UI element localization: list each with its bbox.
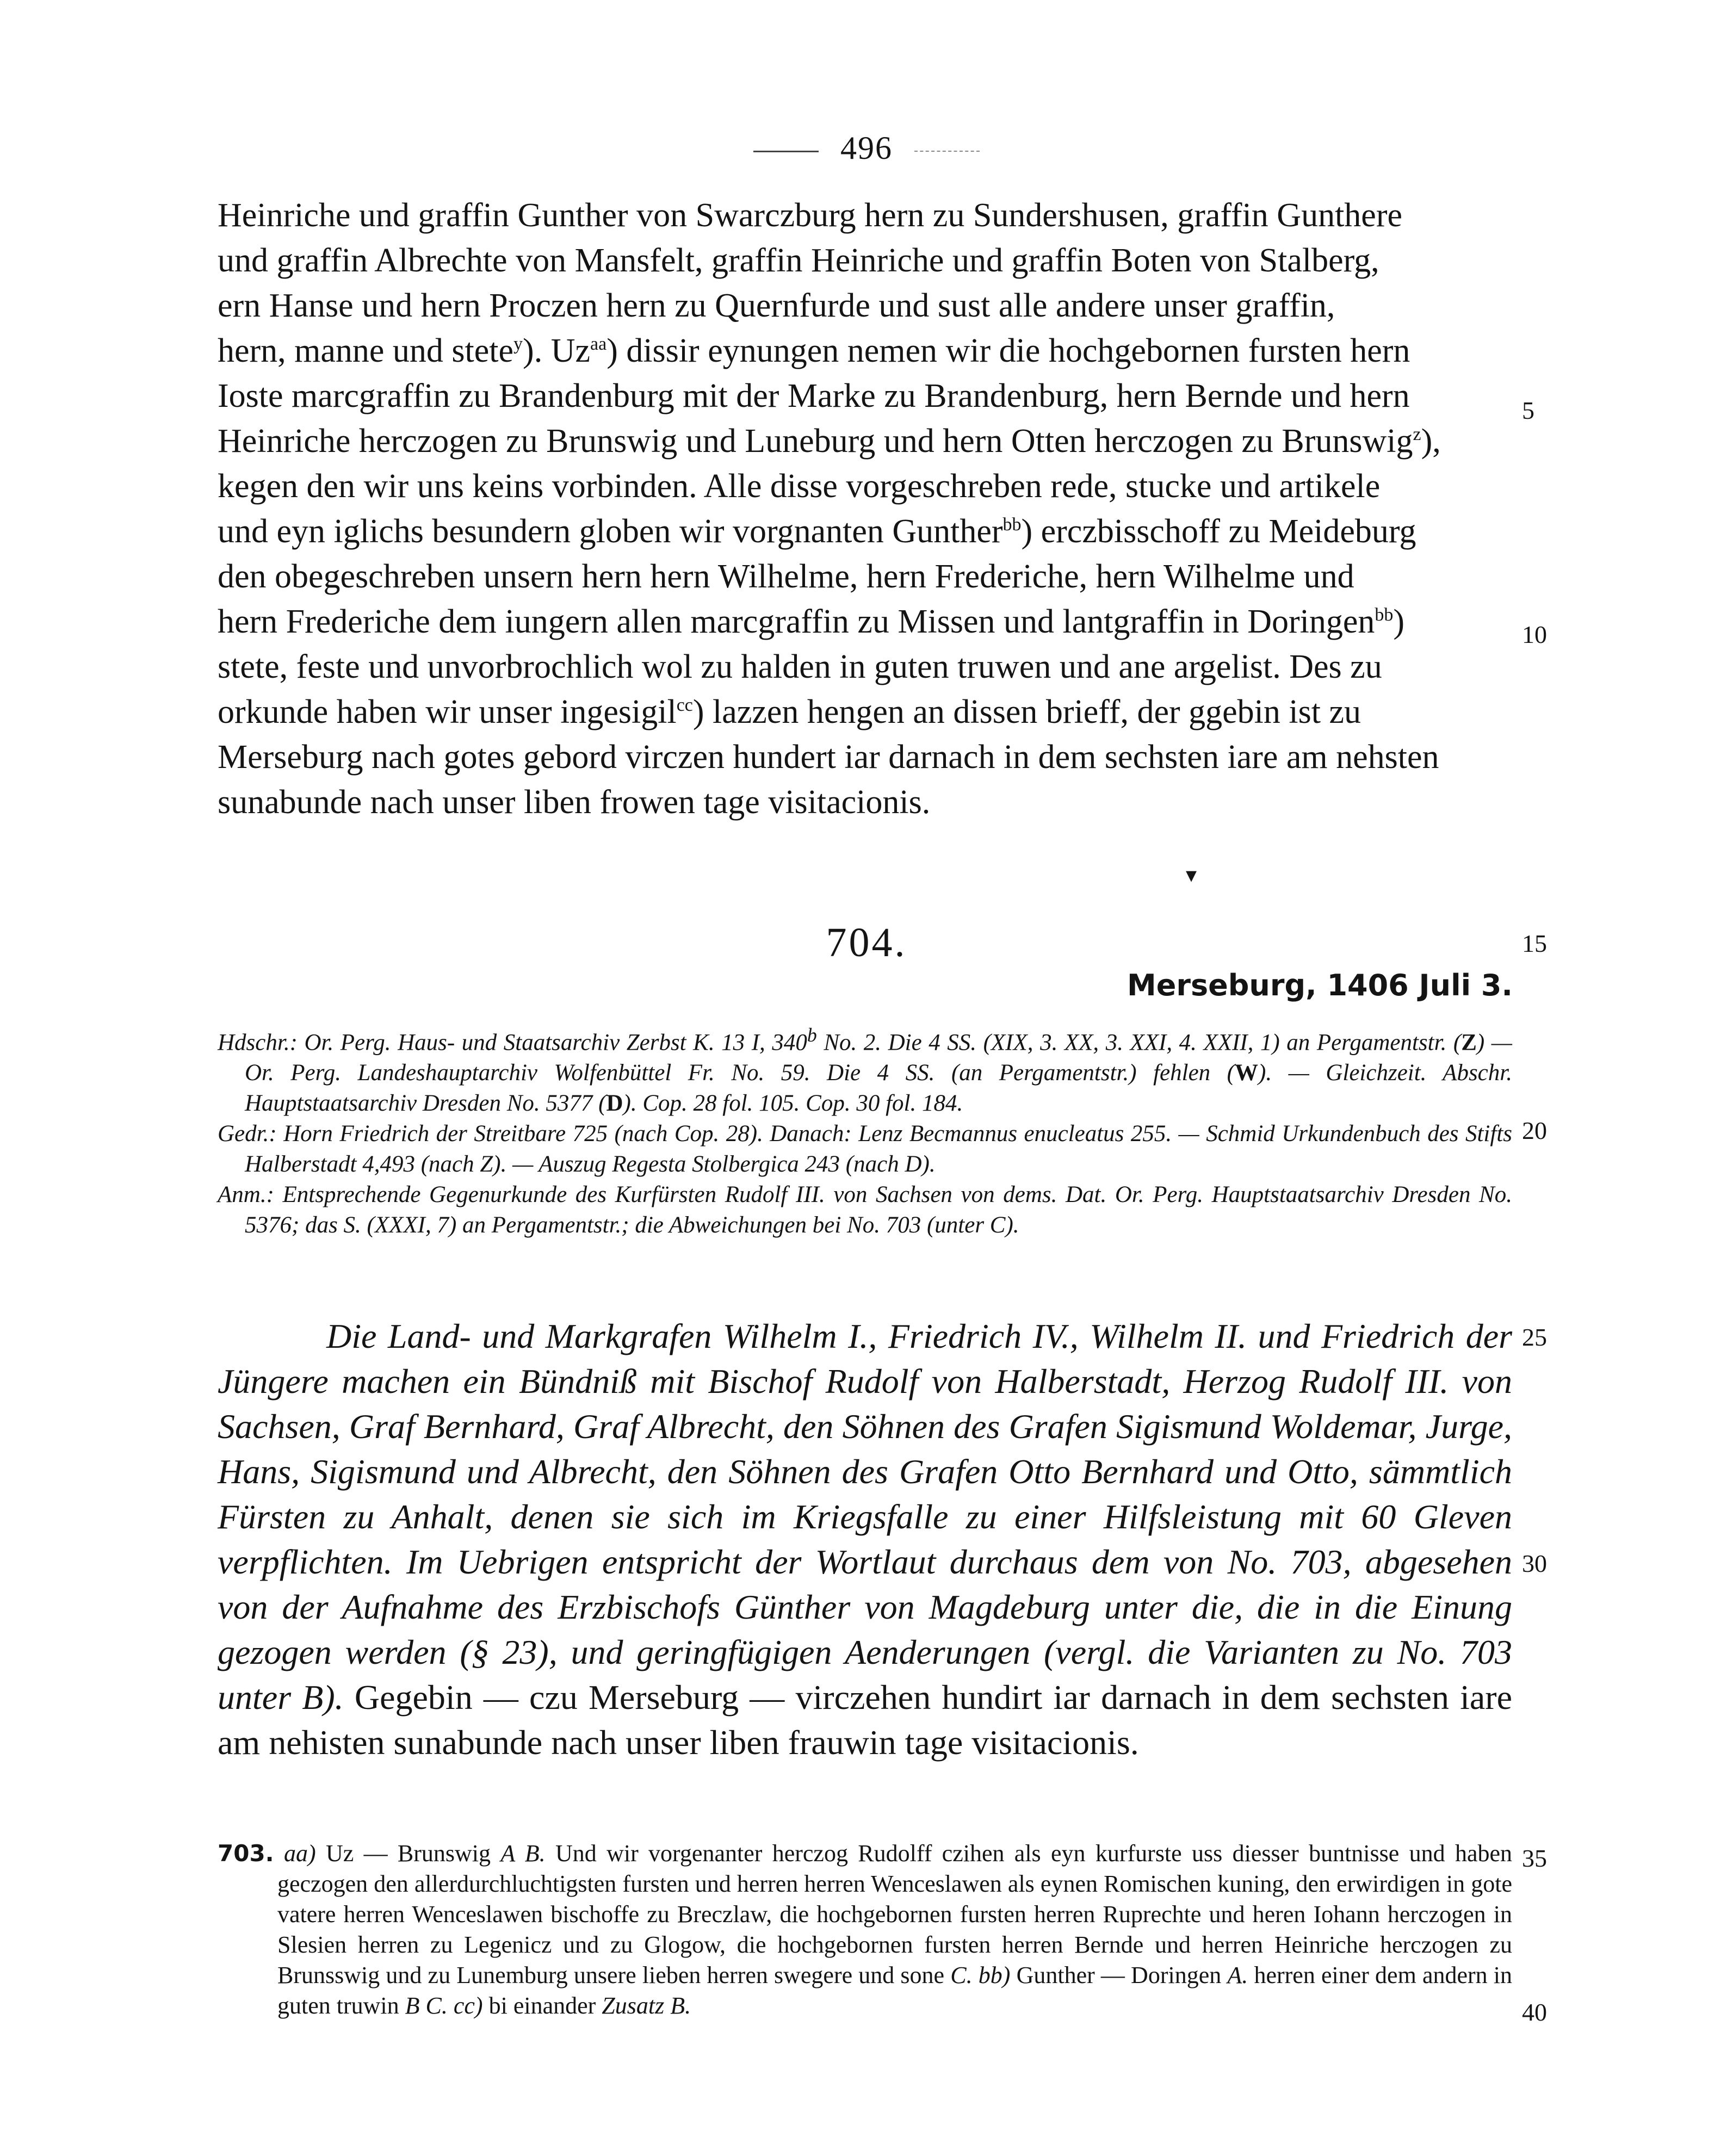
regest-summary [218, 1314, 1512, 1765]
main-line: Ioste marcgraffin zu Brandenburg mit der Marke zu Brandenburg, hern Bernde und hern [218, 377, 1410, 414]
source-apparatus [218, 1020, 1512, 1241]
summary-paragraph: Die Land- und Markgrafen Wilhelm I., Friedrich IV., Wilhelm II. und Friedrich der Jüngere machen ein Bündniß mit Bischof Rudolf von Halberstadt, Herzog Rudolf III. von Sachsen, Graf Bernhard, Graf Albrecht, den Söhnen des Grafen Sigismund Woldemar, Jurge, Hans, Sigismund und Albrecht, den Söhnen des Grafen Otto Bernhard und Otto, sämmtlich Fürsten zu Anhalt, denen sie sich im Kriegsfalle zu einer Hilfsleistung mit 60 Gleven verpflichten. Im Uebrigen entspricht der Wortlaut durchaus dem von No. 703, abgesehen von der Aufnahme des Erzbischofs Günther von Magdeburg unter die, die in die Einung gezogen werden (§ 23), und geringfügigen Aenderungen (vergl. die Varianten zu No. 703 unter B). Gegebin — czu Merseburg — virczehen hundirt iar darnach in dem sechsten iare am nehisten sunabunde nach unser liben frauwin tage visitacionis. [218, 1317, 1513, 1762]
note-entry: 703. aa) Uz — Brunswig A B. Und wir vorgenanter herczog Rudolff czihen als eyn kurfurste uss diesser buntnisse und haben geczogen den allerdurchluchtigsten fursten und herren herren Wenceslawen als eynen Romischen kuning, den erwirdigen in gote vatere herren Wenceslawen bischoffe zu Breczlaw, die hochgebornen fursten herren Ruprechte und heren Iohann herczogen in Slesien herren zu Legenicz und zu Glogow, die hochgebornen fursten herren Bernde und herren Heinriche herczogen zu Brunsswig und zu Lunemburg unsere lieben herren swegere und sone C. bb) Gunther — Doringen A. herren einer dem andern in guten truwin B C. cc) bi einander Zusatz B. [218, 1840, 1513, 2019]
main-line: kegen den wir uns keins vorbinden. Alle disse vorgeschreben rede, stucke und artikele [218, 468, 1381, 505]
main-line: Heinriche herczogen zu Brunswig und Luneburg und hern Otten herczogen zu Brunswig$^z$), [218, 423, 1441, 460]
page-number [0, 129, 1733, 167]
main-line: hern Frederiche dem iungern allen marcgraffin zu Missen und lantgraffin in Doringen$^{bb}$) [218, 603, 1405, 640]
manuscripts-entry: Hdschr.: Or. Perg. Haus- und Staatsarchiv Zerbst K. 13 I, 340$^b$ No. 2. Die 4 SS. (XIX, 3. XX, 3. XXI, 4. XXII, 1) an Pergamentstr. (Z) — Or. Perg. Landeshauptarchiv Wolfenbüttel Fr. No. 59. Die 4 SS. (an Pergamentstr.) fehlen (W). — Gleichzeit. Abschr. Hauptstaatsarchiv Dresden No. 5377 (D). Cop. 28 fol. 105. Cop. 30 fol. 184. [218, 1024, 1512, 1117]
line-number: 5 [1522, 396, 1534, 424]
line-number: 20 [1522, 1117, 1547, 1144]
line-number: 15 [1522, 930, 1547, 957]
main-line: und eyn iglichs besundern globen wir vorgnanten Gunther$^{bb}$) erczbisschoff zu Meideburg [218, 513, 1416, 550]
line-number: 25 [1522, 1323, 1547, 1351]
line-number: 40 [1522, 1998, 1547, 2026]
main-line: ern Hanse und hern Proczen hern zu Quernfurde und sust alle andere unser graffin, [218, 287, 1335, 324]
variant-notes [218, 1838, 1512, 2021]
header-rule-right [914, 151, 980, 152]
ornament-mark: ▾ [1186, 863, 1197, 887]
main-line: sunabunde nach unser liben frowen tage visitacionis. [218, 784, 931, 821]
main-line: den obegeschreben unsern hern hern Wilhelme, hern Frederiche, hern Wilhelme und [218, 558, 1354, 595]
main-line: orkunde haben wir unser ingesigil$^{cc}$) lazzen hengen an dissen brieff, der ggebin ist zu [218, 693, 1361, 730]
line-number: 10 [1522, 621, 1547, 648]
main-line: und graffin Albrechte von Mansfelt, graffin Heinriche und graffin Boten von Stalberg, [218, 242, 1379, 279]
main-line: Merseburg nach gotes gebord virczen hundert iar darnach in dem sechsten iare am nehsten [218, 739, 1439, 776]
page-number-text: 496 [840, 130, 893, 166]
place-date: Merseburg, 1406 Juli 3. [1127, 968, 1513, 1002]
printed-editions-entry: Gedr.: Horn Friedrich der Streitbare 725 (nach Cop. 28). Danach: Lenz Becmannus enucleatus 255. — Schmid Urkundenbuch des Stifts Halberstadt 4,493 (nach Z). — Auszug Regesta Stolbergica 243 (nach D). [218, 1121, 1512, 1178]
header-rule-left [753, 151, 819, 152]
main-line: Heinriche und graffin Gunther von Swarczburg hern zu Sundershusen, graffin Gunthere [218, 197, 1402, 234]
line-number: 35 [1522, 1844, 1547, 1872]
main-line: stete, feste und unvorbrochlich wol zu halden in guten truwen und ane argelist. Des zu [218, 648, 1382, 685]
line-number: 30 [1522, 1550, 1547, 1577]
remark-entry: Anm.: Entsprechende Gegenurkunde des Kurfürsten Rudolf III. von Sachsen von dems. Dat. Or. Perg. Hauptstaatsarchiv Dresden No. 5376; das S. (XXXI, 7) an Pergamentstr.; die Abweichungen bei No. 703 (unter C). [218, 1182, 1512, 1238]
document-number: 704. [826, 920, 907, 965]
main-line: hern, manne und stete$^y$). $Uz^{aa}$) dissir eynungen nemen wir die hochgebornen fursten hern [218, 332, 1410, 369]
main-text [218, 193, 1512, 825]
